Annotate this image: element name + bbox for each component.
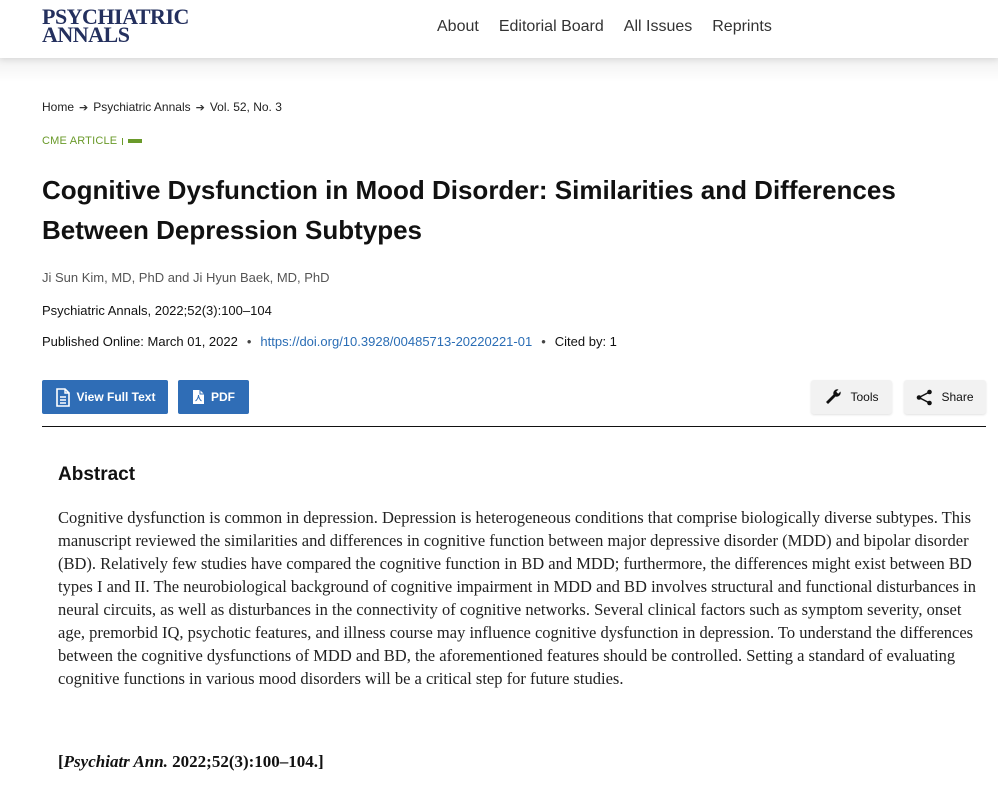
- main-nav: [437, 17, 772, 37]
- wrench-icon: [824, 388, 842, 406]
- view-full-text-button[interactable]: [42, 380, 168, 414]
- tools-label: Tools: [850, 390, 879, 404]
- nav-all-issues[interactable]: All Issues: [623, 18, 693, 35]
- share-button[interactable]: [904, 380, 986, 414]
- publication-info: [42, 334, 617, 349]
- citation-open-bracket: [: [58, 752, 64, 771]
- tools-button[interactable]: [811, 380, 892, 414]
- breadcrumb-issue[interactable]: Vol. 52, No. 3: [209, 100, 282, 114]
- cited-by[interactable]: Cited by: 1: [554, 334, 617, 349]
- pdf-button[interactable]: [178, 380, 249, 414]
- separator-dot: •: [246, 334, 252, 349]
- site-header: [0, 0, 998, 58]
- pdf-icon: [192, 389, 205, 405]
- nav-reprints[interactable]: Reprints: [712, 18, 772, 35]
- logo-line-1: PSYCHIATRIC: [42, 4, 189, 29]
- article-type-separator: [122, 138, 123, 145]
- nav-about[interactable]: About: [437, 18, 479, 35]
- document-icon: [55, 388, 71, 407]
- article-type-bar: [128, 139, 142, 143]
- nav-editorial-board[interactable]: Editorial Board: [498, 18, 604, 35]
- abstract-body: Cognitive dysfunction is common in depression. Depression is heterogeneous conditions that comprise biologically diverse subtypes. This manuscript reviewed the similarities and differences in cognitive function between major depressive disorder (MDD) and bipolar disorder (BD). Relatively few studies have compared the cognitive function in BD and MDD; furthermore, the differences might exist between BD types I and II. The neurobiological background of cognitive impairment in MDD and BD involves structural and functional disturbances in neural circuits, as well as disturbances in the connectivity of cognitive networks. Several clinical factors such as symptom severity, onset age, premorbid IQ, psychotic features, and illness course may influence cognitive dysfunction in depression. To understand the differences between the cognitive dysfunctions of MDD and BD, the aforementioned features should be controlled. Setting a standard of evaluating cognitive functions in various mood disorders will be a critical step for future studies.: [58, 508, 976, 688]
- breadcrumb-journal[interactable]: Psychiatric Annals: [93, 100, 191, 114]
- article-type-label: [42, 135, 142, 147]
- citation-details: 2022;52(3):100–104.]: [167, 752, 324, 771]
- logo-line-2: ANNALS: [42, 22, 130, 47]
- share-label: Share: [941, 390, 974, 404]
- breadcrumb-home[interactable]: Home: [42, 100, 75, 114]
- citation-journal: Psychiatr Ann.: [63, 752, 168, 771]
- journal-citation: Psychiatric Annals, 2022;52(3):100–104: [42, 303, 272, 318]
- pdf-label: PDF: [211, 390, 235, 404]
- article-authors[interactable]: Ji Sun Kim, MD, PhD and Ji Hyun Baek, MD, PhD: [42, 270, 330, 285]
- header-shadow-band: [0, 58, 998, 82]
- view-full-text-label: View Full Text: [76, 390, 156, 404]
- article-title: Cognitive Dysfunction in Mood Disorder: Similarities and Differences Between Depression Subtypes: [42, 175, 896, 245]
- breadcrumb: [42, 100, 282, 114]
- section-divider: [42, 426, 986, 427]
- separator-dot: •: [541, 334, 546, 349]
- doi-link[interactable]: https://doi.org/10.3928/00485713-20220221-01: [260, 334, 533, 349]
- arrow-right-icon: ➔: [79, 101, 89, 114]
- article-type-text: CME ARTICLE: [42, 135, 118, 147]
- abstract-citation: [58, 752, 324, 772]
- share-icon: [916, 389, 933, 406]
- published-date: Published Online: March 01, 2022: [42, 334, 238, 349]
- abstract-heading: Abstract: [58, 464, 136, 485]
- arrow-right-icon: ➔: [195, 101, 205, 114]
- psychiatric-annals-logo[interactable]: [42, 6, 192, 46]
